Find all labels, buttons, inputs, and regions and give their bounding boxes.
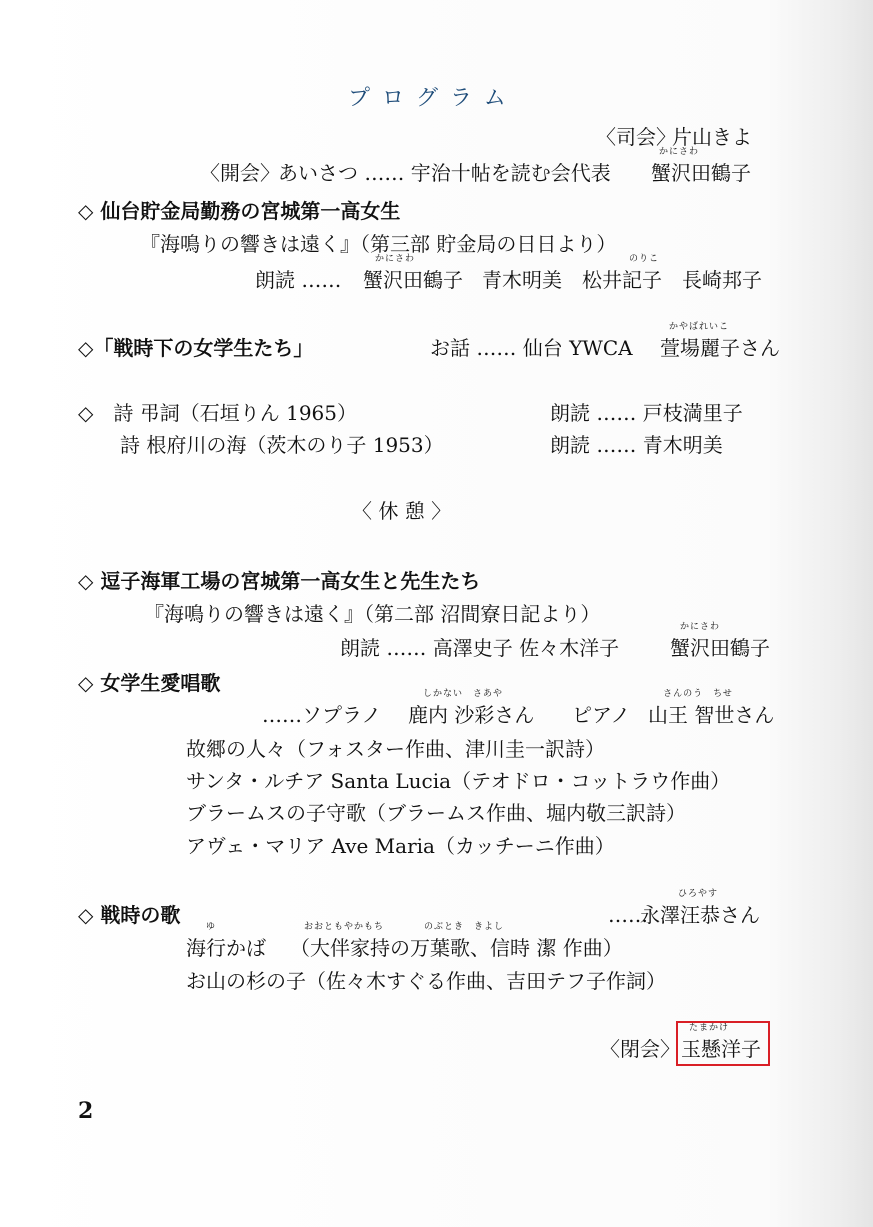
song-4: アヴェ・マリア Ave Maria（カッチーニ作曲）: [186, 834, 615, 858]
closing-name: たまかけ 玉懸洋子: [681, 1023, 761, 1061]
section5-heading: ◇ 女学生愛唱歌: [78, 671, 221, 695]
section1-reader-1: かにさわ 蟹沢田鶴子: [363, 254, 463, 292]
page-number: 2: [78, 1098, 94, 1124]
program-title: プログラム: [348, 86, 518, 111]
section1-heading: ◇ 仙台貯金局勤務の宮城第一高女生: [78, 199, 401, 223]
song-1: 故郷の人々（フォスター作曲、津川圭一訳詩）: [186, 737, 605, 761]
intermission: 〈 休 憩 〉: [352, 499, 452, 523]
song-3: ブラームスの子守歌（ブラームス作曲、堀内敬三訳詩）: [186, 801, 686, 825]
poem-2-reader: 朗読 …… 青木明美: [550, 433, 723, 457]
poem-2-title: 詩 根府川の海（茨木のり子 1953）: [120, 433, 444, 457]
opening-text: あいさつ …… 宇治十帖を読む会代表: [278, 161, 611, 185]
mc-label: 〈司会〉: [596, 125, 676, 149]
section5-soprano-label: ……ソプラノ: [262, 703, 382, 727]
song-2: サンタ・ルチア Santa Lucia（テオドロ・コットラウ作曲）: [186, 769, 731, 793]
section2-heading: ◇「戦時下の女学生たち」: [78, 336, 314, 360]
opening-name: かにさわ 蟹沢田鶴子: [651, 147, 751, 185]
section2-talk: お話 …… 仙台 YWCA: [430, 336, 633, 360]
section4-heading: ◇ 逗子海軍工場の宮城第一高女生と先生たち: [78, 569, 481, 593]
closing-label: 〈閉会〉: [600, 1037, 680, 1061]
section5-pianist: さんのう ちせ 山王 智世さん: [648, 689, 775, 727]
section1-reader-2: 青木明美: [482, 268, 562, 292]
opening-label: 〈開会〉: [200, 161, 280, 185]
section5-piano-label: ピアノ: [572, 703, 631, 727]
mc-name: 片山きよ: [672, 125, 752, 149]
war-song-1-title: ゆ 海行かば: [186, 922, 266, 960]
section6-performer-prefix: ……: [608, 903, 648, 927]
section1-book: 『海鳴りの響きは遠く』（第三部 貯金局の日日より）: [140, 232, 617, 256]
opening-ruby: かにさわ: [658, 147, 699, 157]
section6-performer: ひろやす 永澤汪恭さん: [640, 889, 760, 927]
war-song-1-credit: おおともやかもち のぶとき きよし （大伴家持の万葉歌、信時 潔 作曲）: [290, 922, 623, 960]
closing-highlight-box: [676, 1021, 770, 1066]
poem-1-title: ◇ 詩 弔詞（石垣りん 1965）: [78, 401, 357, 425]
section2-speaker: かやばれいこ 萱場麗子さん: [660, 322, 780, 360]
section4-book: 『海鳴りの響きは遠く』（第二部 沼間寮日記より）: [144, 602, 601, 626]
section1-reading-label: 朗読 ……: [255, 268, 342, 292]
section1-reader-3: のりこ 松井記子: [582, 254, 662, 292]
section4-last-reader: かにさわ 蟹沢田鶴子: [670, 622, 770, 660]
section6-heading: ◇ 戦時の歌: [78, 903, 181, 927]
section4-reading: 朗読 …… 高澤史子 佐々木洋子: [340, 636, 620, 660]
section1-reader-4: 長崎邦子: [682, 268, 762, 292]
poem-1-reader: 朗読 …… 戸枝満里子: [550, 401, 743, 425]
war-song-2: お山の杉の子（佐々木すぐる作曲、吉田テフ子作詞）: [186, 969, 666, 993]
section5-soprano: しかない さあや 鹿内 沙彩さん: [408, 689, 535, 727]
